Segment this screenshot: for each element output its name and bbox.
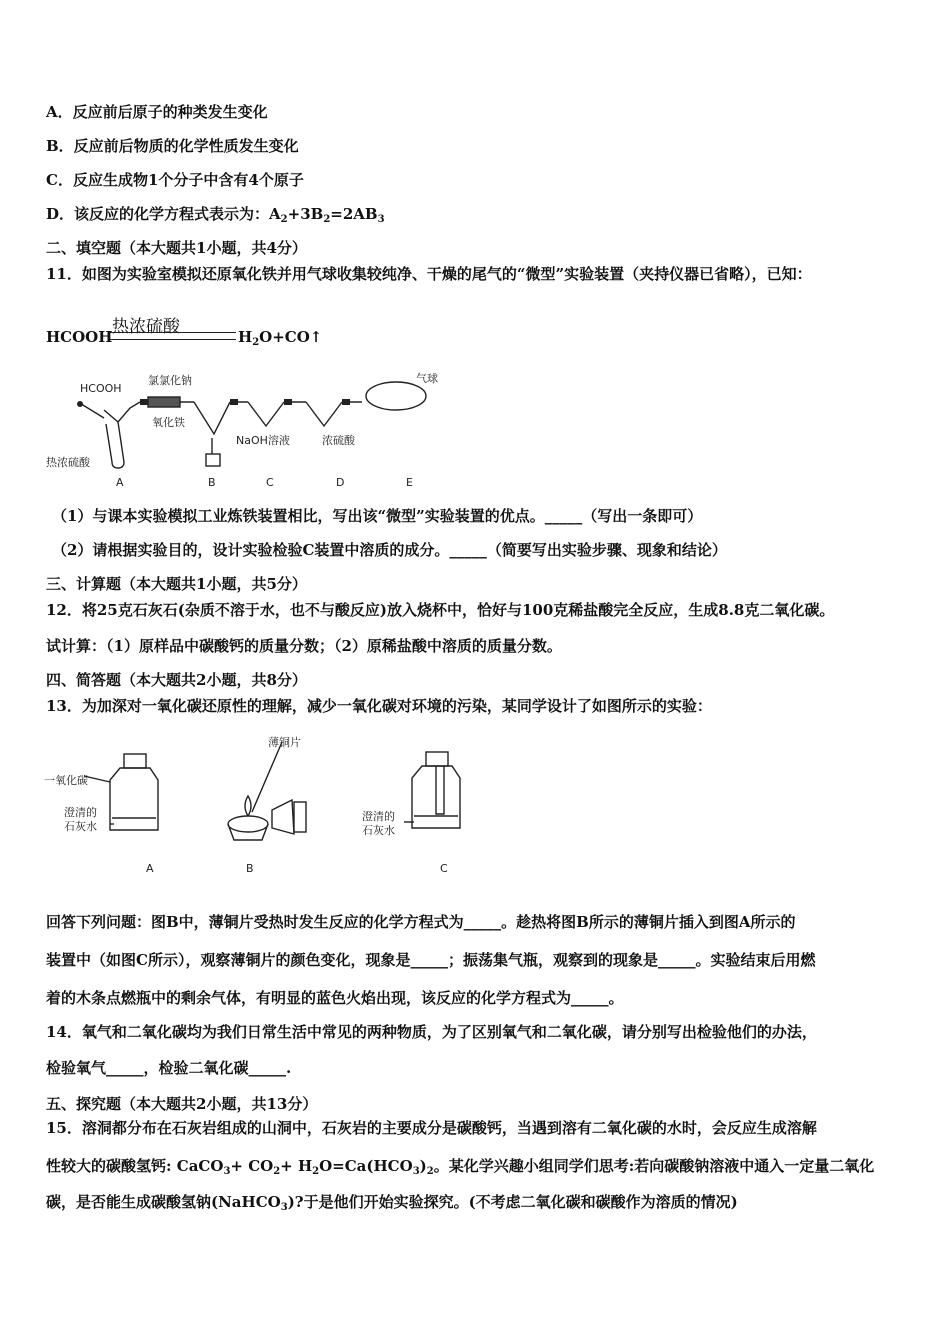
label-hcooh: HCOOH xyxy=(80,382,122,395)
q15-line2: 性较大的碳酸氢钙: CaCO$_3$+ $CO_2+ H_2O=Ca(HCO_3)_2$。某化学兴趣小组同学们思考:若向碳酸钠溶液中通入一定量二氧化 xyxy=(46,1157,875,1177)
label-sodium-chloride: 氯氯化钠 xyxy=(148,374,192,387)
q15-line3: 碳，是否能生成碳酸氢钠(NaHCO$_3$)?于是他们开始实验探究。(不考虑二氧化碳和碳酸作为溶质的情况) xyxy=(46,1193,738,1213)
funnel-b xyxy=(272,800,294,834)
q13-line3: 着的木条点燃瓶中的剩余气体，有明显的蓝色火焰出现，该反应的化学方程式为_____。 xyxy=(46,989,624,1007)
label-a: A xyxy=(116,476,124,489)
label-copper: 薄铜片 xyxy=(268,736,301,749)
q13-line1: 回答下列问题：图B中，薄铜片受热时发生反应的化学方程式为_____。趁热将图B所示的薄铜片插入到图A所示的 xyxy=(46,913,796,931)
copper-strip xyxy=(252,742,282,812)
bottle-a xyxy=(110,768,158,830)
label-limewater-c2: 石灰水 xyxy=(362,824,395,837)
label-b: B xyxy=(208,476,216,489)
q15-line1: 15．溶洞都分布在石灰岩组成的山洞中，石灰岩的主要成分是碳酸钙，当遇到溶有二氧化碳的水时，会反应生成溶解 xyxy=(46,1119,817,1137)
label-fig-a: A xyxy=(146,862,154,875)
q14-line1: 14．氧气和二氧化碳均为我们日常生活中常见的两种物质，为了区别氧气和二氧化碳，请分别写出检验他们的办法， xyxy=(46,1023,817,1041)
q13-line2: 装置中（如图C所示），观察薄铜片的颜色变化，现象是_____；振荡集气瓶，观察到的现象是_____。实验结束后用燃 xyxy=(46,951,816,969)
sodium-chloride-pack xyxy=(148,397,180,407)
label-c: C xyxy=(266,476,274,489)
option-c: C．反应生成物1个分子中含有4个原子 xyxy=(46,171,304,189)
section-4-heading: 四、简答题（本大题共2小题，共8分） xyxy=(46,671,307,689)
copper-experiment-figure xyxy=(44,732,484,882)
equation-condition: 热浓硫酸 xyxy=(112,317,180,337)
label-limewater-a2: 石灰水 xyxy=(64,820,97,833)
bottle-a-stopper xyxy=(124,754,146,768)
label-fig-c: C xyxy=(440,862,448,875)
option-b: B．反应前后物质的化学性质发生变化 xyxy=(46,137,299,155)
section-2-heading: 二、填空题（本大题共1小题，共4分） xyxy=(46,239,307,257)
micro-apparatus-figure xyxy=(44,362,464,490)
q11-part2: （2）请根据实验目的，设计实验检验C装置中溶质的成分。_____（简要写出实验步骤、现象和结论） xyxy=(52,541,727,559)
label-hot-acid: 热浓硫酸 xyxy=(46,456,90,469)
section-3-heading: 三、计算题（本大题共1小题，共5分） xyxy=(46,575,307,593)
label-limewater-c1: 澄清的 xyxy=(362,810,395,823)
u-tube-c xyxy=(248,402,284,426)
option-d: D．该反应的化学方程式表示为：$A_2+3B_2=2AB_3$ xyxy=(46,205,385,225)
q14-line2: 检验氧气_____，检验二氧化碳_____. xyxy=(46,1059,292,1077)
label-balloon: 气球 xyxy=(416,372,438,385)
bottle-c-stopper xyxy=(426,752,448,766)
q12-stem: 12．将25克石灰石(杂质不溶于水，也不与酸反应)放入烧杯中，恰好与100克稀盐酸完全反应，生成8.8克二氧化碳。 xyxy=(46,601,835,619)
q11-part1: （1）与课本实验模拟工业炼铁装置相比，写出该“微型”实验装置的优点。_____（写出一条即可） xyxy=(52,507,703,525)
apparatus-drawing xyxy=(44,362,464,490)
label-e: E xyxy=(406,476,413,489)
u-tube-b xyxy=(194,402,230,434)
q12-task: 试计算：（1）原样品中碳酸钙的质量分数；（2）原稀盐酸中溶质的质量分数。 xyxy=(46,637,562,655)
equation-double-bar xyxy=(110,332,236,340)
u-tube-d xyxy=(306,402,342,426)
equation-reactant: HCOOH xyxy=(46,328,113,346)
q13-stem: 13．为加深对一氧化碳还原性的理解，减少一氧化碳对环境的污染，某同学设计了如图所示的实验： xyxy=(46,697,712,715)
balloon-e xyxy=(366,382,426,410)
label-d: D xyxy=(336,476,345,489)
alcohol-lamp-b xyxy=(228,816,268,832)
section-5-heading: 五、探究题（本大题共2小题，共13分） xyxy=(46,1095,318,1113)
label-naoh: NaOH溶液 xyxy=(236,434,290,447)
label-limewater-a1: 澄清的 xyxy=(64,806,97,819)
label-co: 一氧化碳 xyxy=(44,774,88,787)
label-fig-b: B xyxy=(246,862,254,875)
alcohol-lamp xyxy=(206,454,220,466)
equation-products: $H_2O+CO↑$ xyxy=(238,328,323,348)
copper-experiment-drawing xyxy=(44,732,484,882)
q11-stem: 11．如图为实验室模拟还原氧化铁并用气球收集较纯净、干燥的尾气的“微型”实验装置（夹持仪器已省略），已知： xyxy=(46,265,812,283)
option-a: A．反应前后原子的种类发生变化 xyxy=(46,103,268,121)
label-iron-oxide: 氧化铁 xyxy=(152,416,185,429)
label-conc-acid: 浓硫酸 xyxy=(322,434,355,447)
